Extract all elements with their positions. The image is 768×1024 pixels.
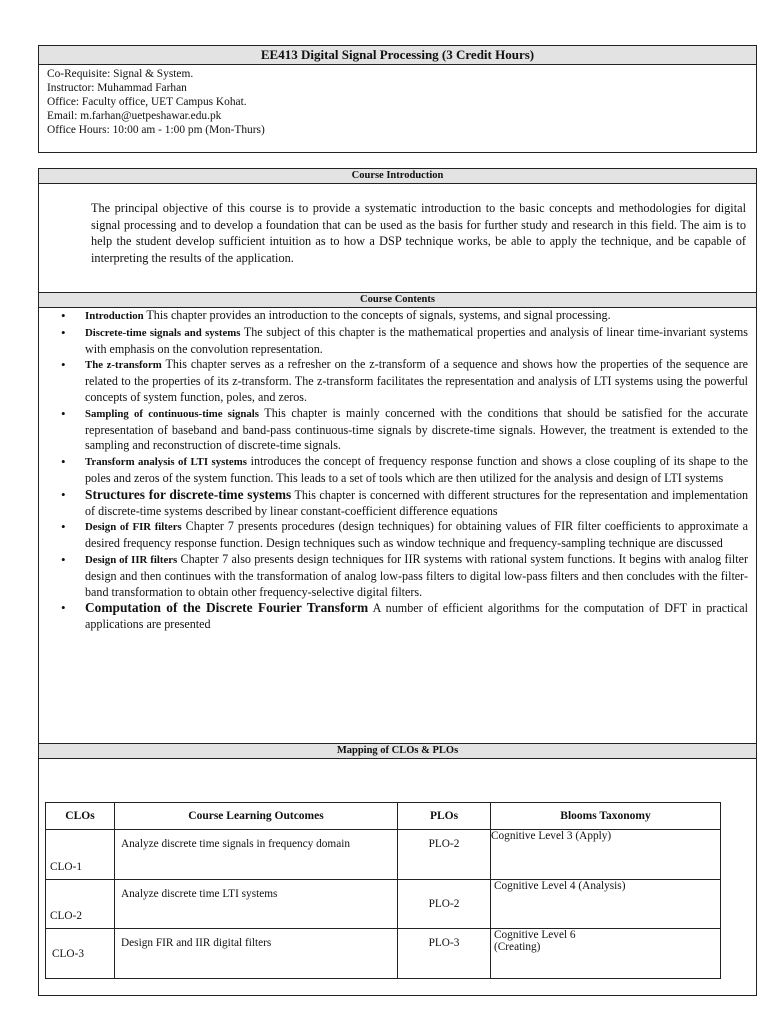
list-item <box>85 308 748 325</box>
list-item <box>85 325 748 358</box>
topic-title: The z-transform <box>85 359 162 372</box>
outcome-cell: Analyze discrete time signals in frequency domain <box>115 830 398 880</box>
mapping-heading: Mapping of CLOs & PLOs <box>39 744 756 759</box>
column-header: PLOs <box>398 803 491 830</box>
topic-text: This chapter serves as a refresher on the z-transform of a sequence and shows how the properties of the sequence are related to the properties of its z-transform. The z-transform facilitates the representation and analysis of LTI systems using the powerful concepts of system function, poles, and zeros. <box>85 357 748 404</box>
list-item <box>85 552 748 600</box>
outcome-cell: Design FIR and IIR digital filters <box>115 929 398 979</box>
topic-title: Design of IIR filters <box>85 553 178 566</box>
outcome-cell: Analyze discrete time LTI systems <box>115 880 398 929</box>
list-item <box>85 519 748 552</box>
email: Email: m.farhan@uetpeshawar.edu.pk <box>47 110 222 122</box>
table-row <box>46 830 721 880</box>
course-title: EE413 Digital Signal Processing (3 Credit Hours) <box>39 46 756 65</box>
course-info <box>39 65 756 137</box>
table-row <box>46 880 721 929</box>
course-introduction-heading: Course Introduction <box>39 169 756 184</box>
clo-plo-table <box>45 802 721 979</box>
topic-title: Transform analysis of LTI systems <box>85 456 247 469</box>
topic-text: This chapter provides an introduction to the concepts of signals, systems, and signal processing. <box>143 308 611 322</box>
list-item <box>85 600 748 633</box>
topic-title: Sampling of continuous-time signals <box>85 407 259 420</box>
topic-title: Discrete-time signals and systems <box>85 326 241 339</box>
bloom-cell: Cognitive Level 3 (Apply) <box>491 830 721 880</box>
column-header: Blooms Taxonomy <box>491 803 721 830</box>
clo-cell: CLO-2 <box>46 880 115 929</box>
bloom-cell: Cognitive Level 6 (Creating) <box>491 929 721 979</box>
course-contents-list <box>39 308 756 633</box>
list-item <box>85 487 748 520</box>
topic-title: Structures for discrete-time systems <box>85 486 292 502</box>
bloom-cell: Cognitive Level 4 (Analysis) <box>491 880 721 929</box>
plo-cell: PLO-3 <box>398 929 491 979</box>
clo-plo-mapping-box <box>38 743 757 996</box>
course-contents-heading: Course Contents <box>39 292 756 308</box>
course-header-box <box>38 45 757 153</box>
topic-title: Computation of the Discrete Fourier Transform <box>85 600 369 616</box>
topic-title: Introduction <box>85 310 144 322</box>
plo-cell: PLO-2 <box>398 830 491 880</box>
corequisite: Co-Requisite: Signal & System. <box>47 68 194 80</box>
clo-cell: CLO-3 <box>46 929 115 979</box>
list-item <box>85 454 748 487</box>
topic-title: Design of FIR filters <box>85 521 182 534</box>
clo-cell: CLO-1 <box>46 830 115 880</box>
instructor: Instructor: Muhammad Farhan <box>47 82 187 94</box>
topic-text: The subject of this chapter is the mathematical properties and analysis of linear time-invariant systems with emphasis on the convolution representation. <box>85 324 748 356</box>
course-contents-box <box>38 292 757 744</box>
topic-text: This chapter is mainly concerned with the conditions that should be satisfied for the accurate representation of baseband and band-pass continuous-time signals by discrete-time signals. However, the treatment is extended to the sampling and reconstruction of discrete-time signals. <box>85 405 749 453</box>
table-row <box>46 929 721 979</box>
topic-text: Chapter 7 presents procedures (design techniques) for obtaining values of FIR filter coefficients to approximate a desired frequency response function. Design techniques such as window technique and frequency-sampling technique are discussed <box>85 519 748 551</box>
topic-text: introduces the concept of frequency response function and shows a close coupling of its shape to the poles and zeros of the system function. This leads to a set of tools which are then utilized for the analysis and design of LTI systems <box>85 454 748 485</box>
list-item <box>85 357 748 405</box>
topic-text: Chapter 7 also presents design techniques for IIR systems with rational system functions. It begins with analog filter design and then continues with the transformation of analog low-pass filters to digital low-pass filters and then concludes with the filter-band transformation to obtain other frequency-selective digital filters. <box>85 551 748 599</box>
course-introduction-text: The principal objective of this course is to provide a systematic introduction to the basic concepts and methodologies for digital signal processing and to develop a foundation that can be used as the basis for further study and research in this field. The aim is to help the student develop sufficient intuition as to how a DSP technique works, be able to apply the technique, and be capable of interpreting the results of the application. <box>91 201 746 265</box>
table-header-row <box>46 803 721 830</box>
course-introduction-box <box>38 168 757 293</box>
office-hours: Office Hours: 10:00 am - 1:00 pm (Mon-Thurs) <box>47 124 265 136</box>
list-item <box>85 406 748 454</box>
topic-text: A number of efficient algorithms for the computation of DFT in practical applications are presented <box>85 601 748 632</box>
column-header: Course Learning Outcomes <box>115 803 398 830</box>
office: Office: Faculty office, UET Campus Kohat. <box>47 96 247 108</box>
plo-cell: PLO-2 <box>398 880 491 929</box>
topic-text: This chapter is concerned with different structures for the representation and implementation of discrete-time systems described by linear constant-coefficient difference equations <box>85 487 748 518</box>
column-header: CLOs <box>46 803 115 830</box>
